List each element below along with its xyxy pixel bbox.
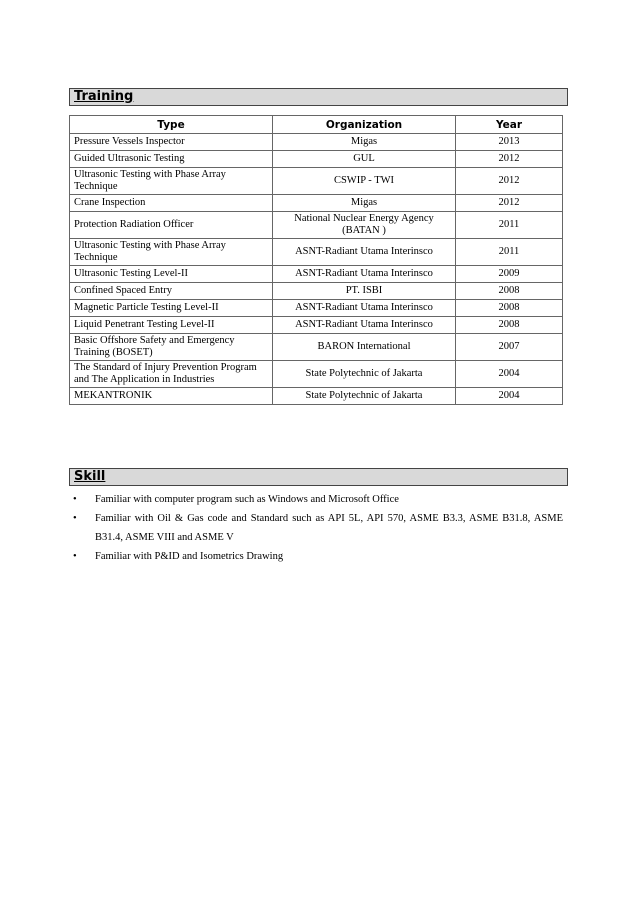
table-row xyxy=(70,334,563,361)
column-header-year: Year xyxy=(456,116,563,134)
cell-type: MEKANTRONIK xyxy=(70,388,273,405)
cell-type: Crane Inspection xyxy=(70,195,273,212)
cell-year: 2011 xyxy=(456,239,563,266)
cell-year: 2007 xyxy=(456,334,563,361)
cell-type: Guided Ultrasonic Testing xyxy=(70,151,273,168)
cell-year: 2012 xyxy=(456,151,563,168)
table-row xyxy=(70,283,563,300)
table-row xyxy=(70,239,563,266)
table-row xyxy=(70,151,563,168)
cell-type: Ultrasonic Testing with Phase Array Technique xyxy=(70,239,273,266)
table-row xyxy=(70,361,563,388)
bullet-icon: • xyxy=(73,513,77,524)
cell-type: Basic Offshore Safety and Emergency Training (BOSET) xyxy=(70,334,273,361)
cell-organization: PT. ISBI xyxy=(273,283,456,300)
list-item xyxy=(69,509,563,547)
cell-type: Ultrasonic Testing with Phase Array Technique xyxy=(70,168,273,195)
training-table-body xyxy=(70,134,563,405)
cell-organization: State Polytechnic of Jakarta xyxy=(273,361,456,388)
skill-text: Familiar with P&ID and Isometrics Drawing xyxy=(95,551,284,562)
table-row xyxy=(70,266,563,283)
cell-organization: ASNT-Radiant Utama Interinsco xyxy=(273,266,456,283)
cell-organization: ASNT-Radiant Utama Interinsco xyxy=(273,317,456,334)
cell-year: 2012 xyxy=(456,168,563,195)
cell-year: 2004 xyxy=(456,388,563,405)
cell-year: 2008 xyxy=(456,300,563,317)
cell-year: 2012 xyxy=(456,195,563,212)
skill-title: Skill xyxy=(74,469,106,484)
cell-type: Confined Spaced Entry xyxy=(70,283,273,300)
table-row xyxy=(70,212,563,239)
cell-organization: Migas xyxy=(273,134,456,151)
list-item xyxy=(69,547,563,566)
column-header-organization: Organization xyxy=(273,116,456,134)
training-title: Training xyxy=(74,89,134,104)
cell-year: 2008 xyxy=(456,317,563,334)
cell-organization: ASNT-Radiant Utama Interinsco xyxy=(273,239,456,266)
cell-organization: National Nuclear Energy Agency (BATAN ) xyxy=(273,212,456,239)
cell-year: 2011 xyxy=(456,212,563,239)
cell-type: Protection Radiation Officer xyxy=(70,212,273,239)
table-row xyxy=(70,134,563,151)
cell-year: 2009 xyxy=(456,266,563,283)
cell-organization: CSWIP - TWI xyxy=(273,168,456,195)
skill-list xyxy=(69,490,563,566)
table-row xyxy=(70,168,563,195)
cell-organization: GUL xyxy=(273,151,456,168)
table-row xyxy=(70,388,563,405)
skill-text: Familiar with computer program such as Windows and Microsoft Office xyxy=(95,494,399,505)
cell-year: 2013 xyxy=(456,134,563,151)
training-section-header xyxy=(69,88,568,106)
bullet-icon: • xyxy=(73,494,77,505)
cell-year: 2008 xyxy=(456,283,563,300)
cell-organization: State Polytechnic of Jakarta xyxy=(273,388,456,405)
skill-text: Familiar with Oil & Gas code and Standard such as API 5L, API 570, ASME B3.3, ASME B31.8, ASME B31.4, ASME VIII and ASME V xyxy=(95,513,563,543)
cell-organization: BARON International xyxy=(273,334,456,361)
cell-year: 2004 xyxy=(456,361,563,388)
skill-section-header xyxy=(69,468,568,486)
cell-type: Pressure Vessels Inspector xyxy=(70,134,273,151)
cell-organization: Migas xyxy=(273,195,456,212)
cell-type: The Standard of Injury Prevention Program and The Application in Industries xyxy=(70,361,273,388)
cell-type: Liquid Penetrant Testing Level-II xyxy=(70,317,273,334)
cell-type: Ultrasonic Testing Level-II xyxy=(70,266,273,283)
training-table xyxy=(69,115,563,405)
table-row xyxy=(70,195,563,212)
table-row xyxy=(70,300,563,317)
column-header-type: Type xyxy=(70,116,273,134)
table-header-row xyxy=(70,116,563,134)
table-row xyxy=(70,317,563,334)
list-item xyxy=(69,490,563,509)
bullet-icon: • xyxy=(73,551,77,562)
cell-organization: ASNT-Radiant Utama Interinsco xyxy=(273,300,456,317)
cell-type: Magnetic Particle Testing Level-II xyxy=(70,300,273,317)
